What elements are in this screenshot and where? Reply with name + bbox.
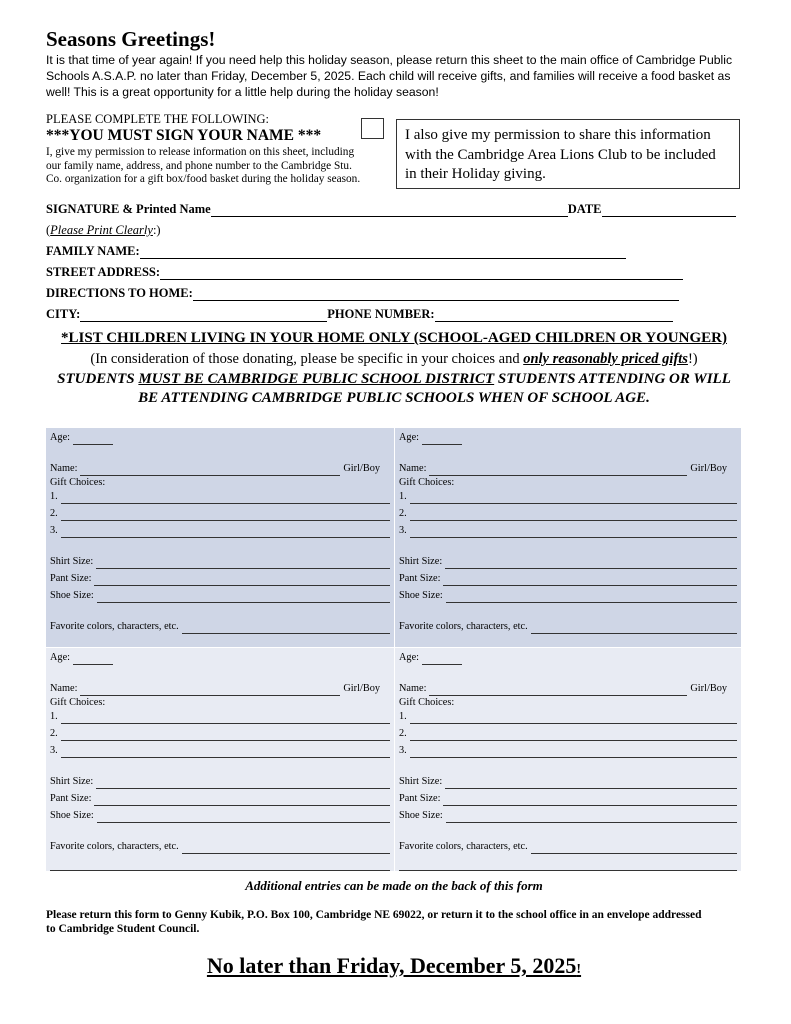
name-label: Name:	[50, 463, 78, 474]
favorites-label: Favorite colors, characters, etc.	[50, 621, 179, 632]
gift-choices-label: Gift Choices:	[399, 477, 455, 488]
gift-2-label: 2.	[50, 508, 58, 519]
age-label: Age:	[399, 652, 420, 663]
favorites-continued-field[interactable]	[50, 861, 390, 871]
shoe-size-field[interactable]	[97, 593, 390, 603]
paren-close: :)	[152, 223, 161, 237]
favorites-label: Favorite colors, characters, etc.	[399, 621, 528, 632]
shoe-size-label: Shoe Size:	[50, 590, 94, 601]
gift-3-field[interactable]	[410, 748, 737, 758]
age-label: Age:	[50, 652, 71, 663]
additional-entries-note: Additional entries can be made on the back of this form	[245, 878, 543, 893]
consid-pre: (In consideration of those donating, please be specific in your choices and	[90, 351, 524, 367]
shirt-size-field[interactable]	[445, 779, 737, 789]
girl-boy-label: Girl/Boy	[343, 463, 380, 474]
release-permission-text: I, give my permission to release information on this sheet, including our family name, address, and phone number to the Cambridge Stu. Co. organization for a gift box/food basket during the holiday season.	[46, 146, 361, 185]
gift-1-field[interactable]	[61, 714, 390, 724]
children-entry-grid	[46, 428, 742, 872]
favorites-continued-field[interactable]	[399, 861, 737, 871]
pant-size-field[interactable]	[94, 796, 390, 806]
city-phone-row	[46, 307, 673, 322]
gift-choices-label: Gift Choices:	[50, 697, 106, 708]
shirt-size-label: Shirt Size:	[50, 776, 94, 787]
gift-3-label: 3.	[399, 525, 407, 536]
shoe-size-field[interactable]	[446, 813, 737, 823]
gift-choices-label: Gift Choices:	[399, 697, 455, 708]
date-label: DATE	[567, 202, 602, 216]
deadline-exclaim: !	[576, 962, 582, 977]
signature-field[interactable]	[211, 205, 568, 217]
consid-post: !)	[687, 351, 698, 367]
date-field[interactable]	[602, 205, 736, 217]
shoe-size-label: Shoe Size:	[399, 590, 443, 601]
family-name-label: FAMILY NAME:	[46, 244, 140, 258]
gift-1-label: 1.	[50, 491, 58, 502]
age-field[interactable]	[73, 655, 113, 665]
gift-2-field[interactable]	[61, 731, 390, 741]
street-address-field[interactable]	[160, 268, 683, 280]
gift-1-label: 1.	[50, 711, 58, 722]
gift-choices-label: Gift Choices:	[50, 477, 106, 488]
shirt-size-field[interactable]	[445, 559, 737, 569]
shirt-size-field[interactable]	[96, 779, 390, 789]
girl-boy-label: Girl/Boy	[690, 463, 727, 474]
pant-size-field[interactable]	[443, 576, 737, 586]
street-address-row	[46, 265, 683, 280]
gift-2-field[interactable]	[61, 511, 390, 521]
child-entry-card	[46, 648, 395, 872]
pant-size-label: Pant Size:	[399, 793, 441, 804]
family-name-row	[46, 244, 626, 259]
gift-3-label: 3.	[399, 745, 407, 756]
pant-size-field[interactable]	[443, 796, 737, 806]
pant-size-label: Pant Size:	[50, 793, 92, 804]
students-pre: STUDENTS	[57, 371, 139, 387]
consid-emphasis: only reasonably priced gifts	[523, 351, 688, 367]
consideration-note	[46, 351, 742, 368]
family-name-field[interactable]	[140, 247, 626, 259]
shirt-size-label: Shirt Size:	[399, 776, 443, 787]
directions-row	[46, 286, 679, 301]
lions-permission-text: I also give my permission to share this information with the Cambridge Area Lions Club to be included in their Holiday giving.	[396, 119, 740, 189]
gift-2-label: 2.	[399, 508, 407, 519]
street-address-label: STREET ADDRESS:	[46, 265, 161, 279]
name-field[interactable]	[429, 466, 687, 476]
students-emphasis: MUST BE CAMBRIDGE PUBLIC SCHOOL DISTRICT	[138, 371, 495, 387]
gift-2-label: 2.	[50, 728, 58, 739]
age-field[interactable]	[422, 435, 462, 445]
return-instructions: Please return this form to Genny Kubik, P.O. Box 100, Cambridge NE 69022, or return it to the school office in an envelope addressed to Cambridge Student Council.	[46, 909, 702, 935]
gift-1-label: 1.	[399, 491, 407, 502]
deadline-banner	[46, 953, 742, 979]
child-entry-card	[46, 428, 395, 648]
directions-label: DIRECTIONS TO HOME:	[46, 286, 193, 300]
name-field[interactable]	[80, 686, 340, 696]
print-clearly-text: Please Print Clearly	[50, 223, 153, 237]
shirt-size-field[interactable]	[96, 559, 390, 569]
gift-1-field[interactable]	[61, 494, 390, 504]
must-sign-heading: ***YOU MUST SIGN YOUR NAME ***	[46, 127, 322, 144]
gift-1-field[interactable]	[410, 714, 737, 724]
girl-boy-label: Girl/Boy	[690, 683, 727, 694]
favorites-field[interactable]	[182, 844, 390, 854]
child-entry-card	[395, 648, 742, 872]
name-field[interactable]	[429, 686, 687, 696]
girl-boy-label: Girl/Boy	[343, 683, 380, 694]
phone-label: PHONE NUMBER:	[327, 307, 435, 321]
city-label: CITY:	[46, 307, 81, 321]
deadline-text: No later than Friday, December 5, 2025	[206, 953, 577, 978]
name-label: Name:	[399, 463, 427, 474]
print-clearly-note	[46, 223, 161, 238]
favorites-field[interactable]	[531, 844, 737, 854]
shoe-size-field[interactable]	[446, 593, 737, 603]
signature-row	[46, 202, 736, 217]
gift-2-field[interactable]	[410, 731, 737, 741]
lions-permission-checkbox[interactable]	[361, 118, 384, 139]
gift-3-label: 3.	[50, 525, 58, 536]
students-post: STUDENTS ATTENDING OR WILL BE ATTENDING CAMBRIDGE PUBLIC SCHOOLS WHEN OF SCHOOL AGE.	[138, 371, 731, 406]
child-entry-card	[395, 428, 742, 648]
age-field[interactable]	[73, 435, 113, 445]
gift-1-label: 1.	[399, 711, 407, 722]
shoe-size-label: Shoe Size:	[399, 810, 443, 821]
name-label: Name:	[399, 683, 427, 694]
paren-open: (	[46, 223, 51, 237]
gift-2-field[interactable]	[410, 511, 737, 521]
gift-1-field[interactable]	[410, 494, 737, 504]
name-field[interactable]	[80, 466, 340, 476]
gift-2-label: 2.	[399, 728, 407, 739]
name-label: Name:	[50, 683, 78, 694]
shirt-size-label: Shirt Size:	[50, 556, 94, 567]
favorites-label: Favorite colors, characters, etc.	[399, 841, 528, 852]
pant-size-label: Pant Size:	[399, 573, 441, 584]
please-complete-label: PLEASE COMPLETE THE FOLLOWING:	[46, 112, 270, 126]
age-label: Age:	[50, 432, 71, 443]
signature-label: SIGNATURE & Printed Name	[46, 202, 211, 216]
shoe-size-field[interactable]	[97, 813, 390, 823]
age-label: Age:	[399, 432, 420, 443]
pant-size-field[interactable]	[94, 576, 390, 586]
students-requirement	[46, 370, 742, 408]
directions-field[interactable]	[193, 289, 679, 301]
page-title: Seasons Greetings!	[46, 27, 216, 51]
phone-field[interactable]	[435, 310, 673, 322]
favorites-label: Favorite colors, characters, etc.	[50, 841, 179, 852]
favorites-field[interactable]	[182, 624, 390, 634]
list-children-heading: *LIST CHILDREN LIVING IN YOUR HOME ONLY (SCHOOL-AGED CHILDREN OR YOUNGER)	[61, 330, 727, 346]
gift-3-field[interactable]	[61, 528, 390, 538]
shoe-size-label: Shoe Size:	[50, 810, 94, 821]
intro-text: It is that time of year again! If you need help this holiday season, please return this sheet to the main office of Cambridge Public Schools A.S.A.P. no later than Friday, December 5, 2025. Each child will receive gifts, and families will receive a food basket as well! This is a great opportunity for a little help during the holiday season!	[46, 53, 733, 99]
age-field[interactable]	[422, 655, 462, 665]
pant-size-label: Pant Size:	[50, 573, 92, 584]
gift-3-field[interactable]	[61, 748, 390, 758]
gift-3-label: 3.	[50, 745, 58, 756]
city-field[interactable]	[80, 310, 327, 322]
shirt-size-label: Shirt Size:	[399, 556, 443, 567]
favorites-field[interactable]	[531, 624, 737, 634]
gift-3-field[interactable]	[410, 528, 737, 538]
